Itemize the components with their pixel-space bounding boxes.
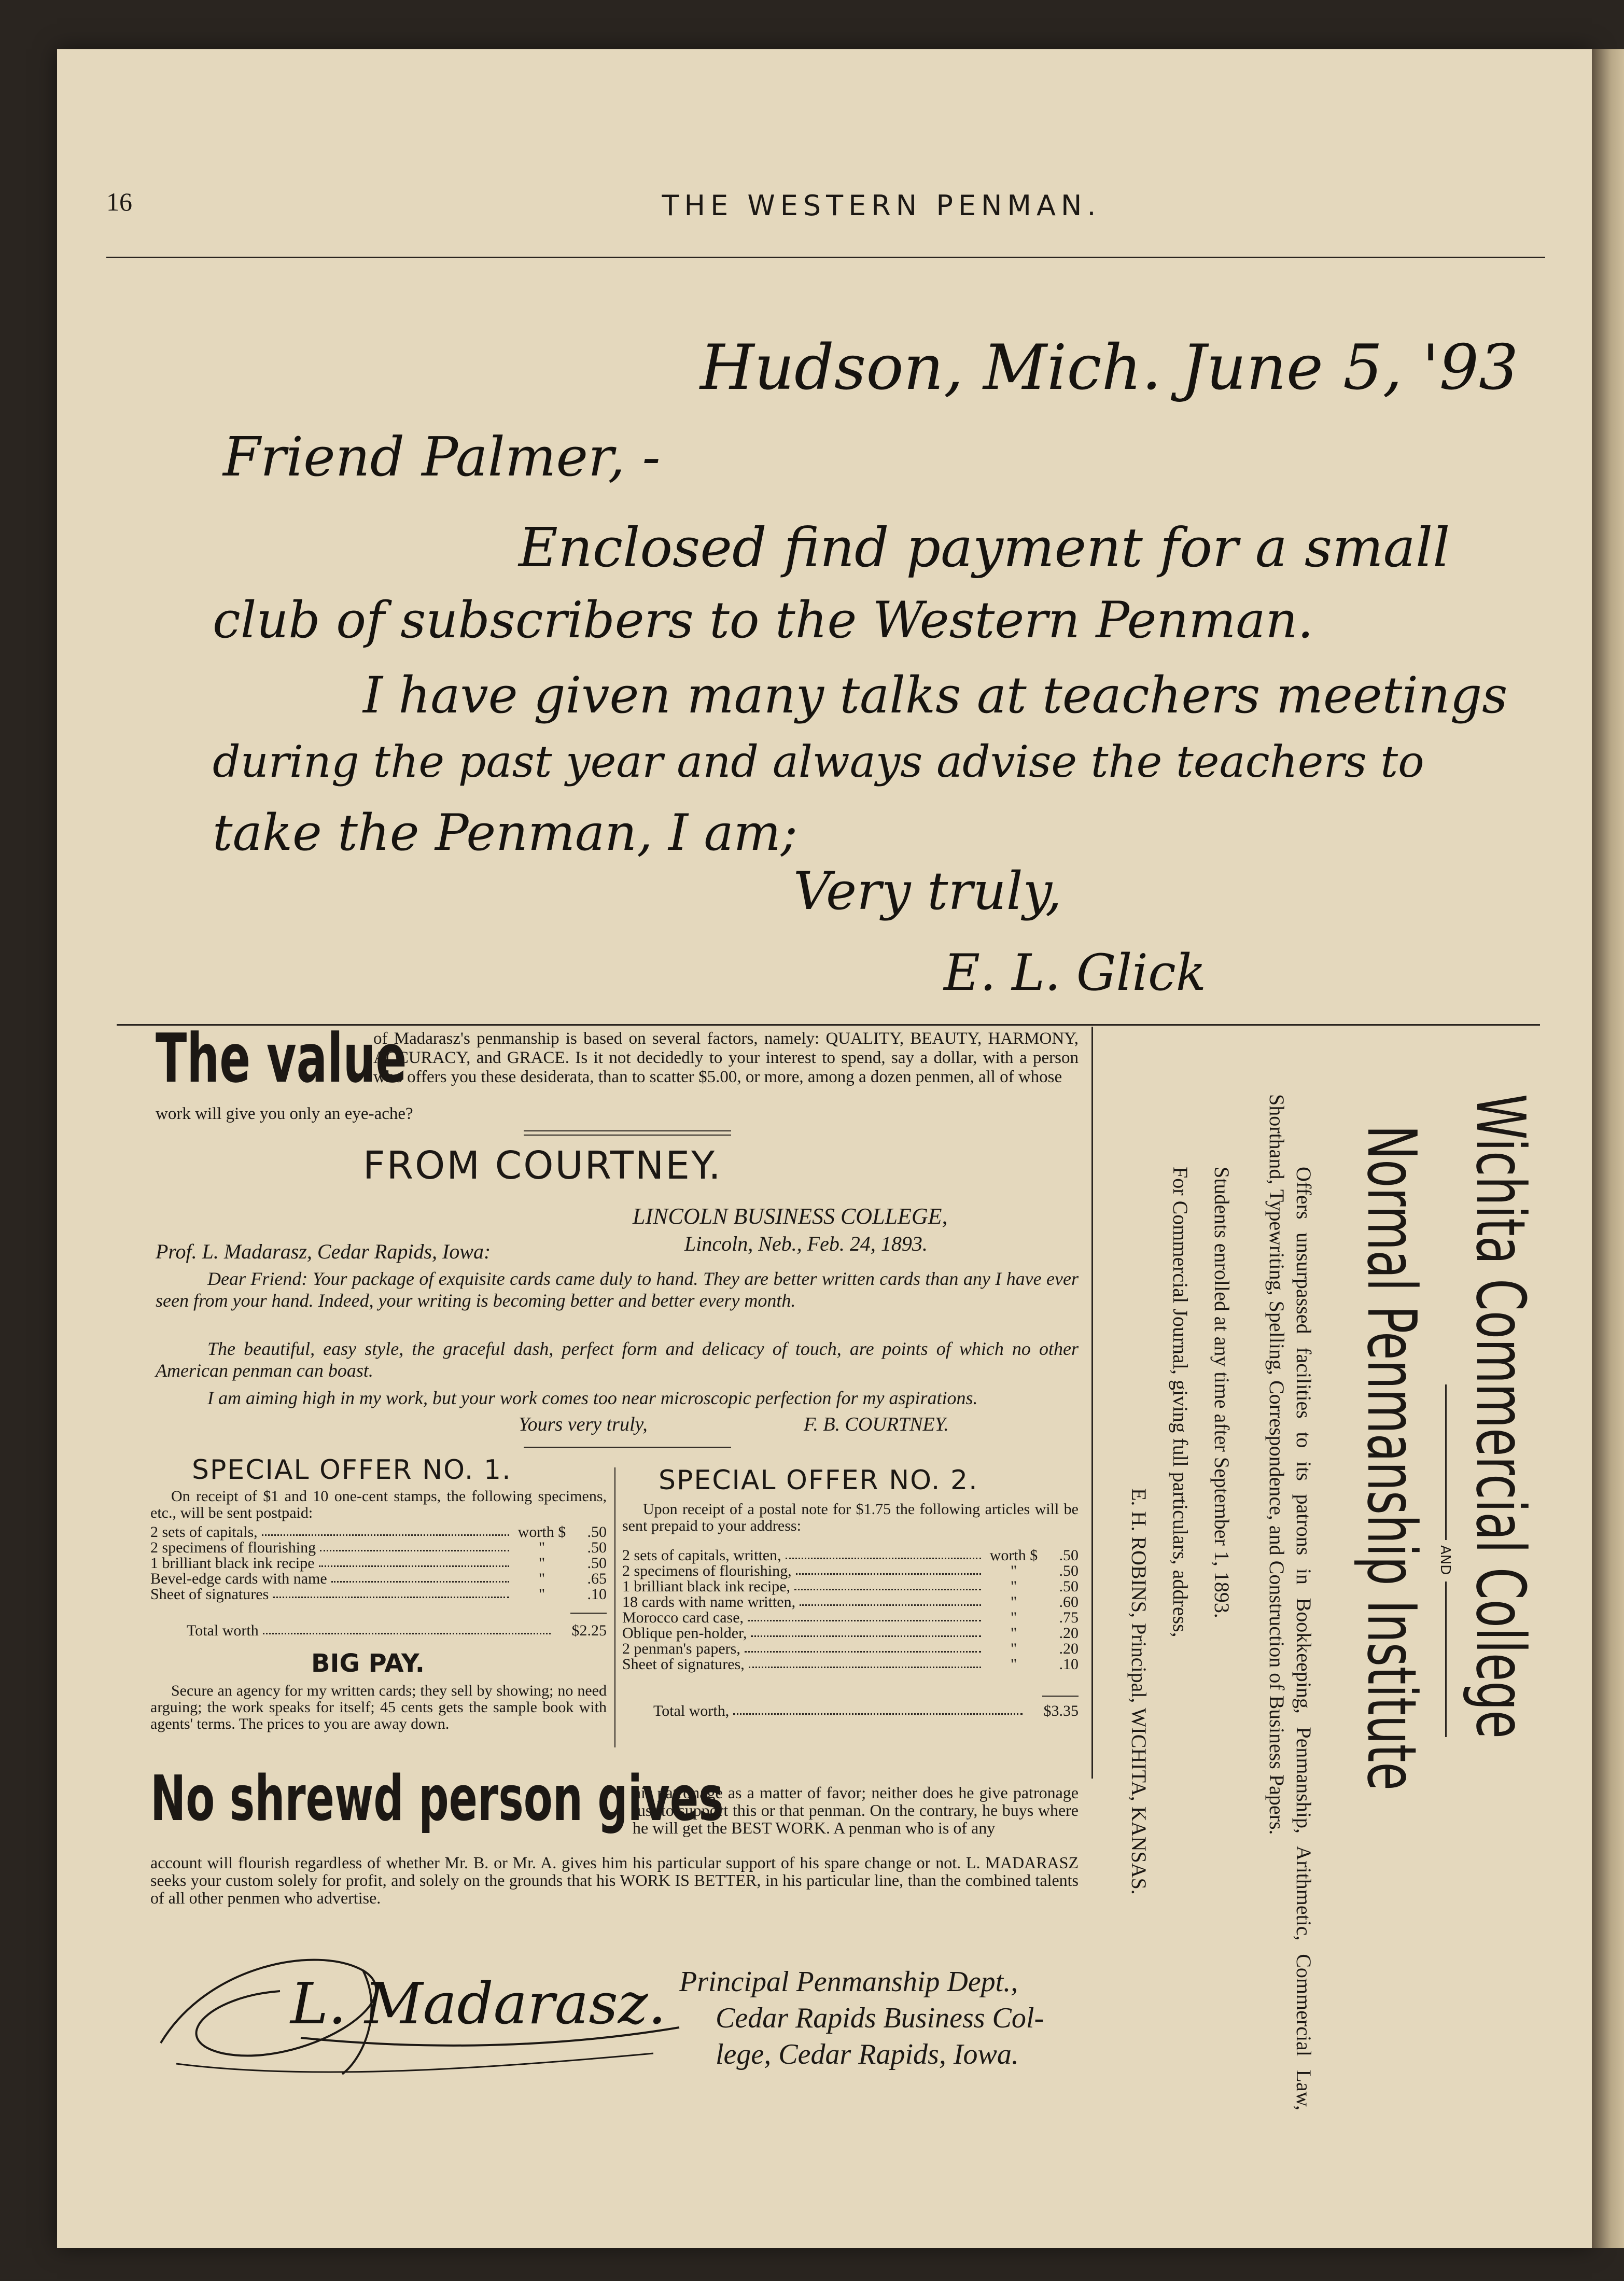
offer2-total-row (653, 1703, 1079, 1719)
letter-line: take the Penman, I am; (213, 804, 798, 862)
courtney-closing: Yours very truly, (519, 1414, 648, 1435)
letter-closing: Very truly, (793, 861, 1062, 921)
offer-divider (614, 1467, 615, 1747)
offer1-total-row (187, 1623, 607, 1639)
offer1-item: 2 sets of capitals, worth $ .50 (150, 1523, 607, 1541)
offer2-item: 2 sets of capitals, written, worth $ .50 (622, 1547, 1079, 1564)
offer2-item: Sheet of signatures, " .10 (622, 1656, 1079, 1673)
wichita-principal: E. H. ROBINS, Principal, WICHITA, KANSAS. (1127, 1488, 1151, 1895)
offer2-item: 18 cards with name written, " .60 (622, 1593, 1079, 1611)
courtney-place-date: Lincoln, Neb., Feb. 24, 1893. (684, 1232, 928, 1255)
courtney-signature: F. B. COURTNEY. (804, 1414, 949, 1435)
offer1-item: 2 specimens of flourishing " .50 (150, 1539, 607, 1556)
madarasz-signature: L. Madarasz. (290, 1970, 666, 2037)
value-headline: The value (156, 1019, 407, 1098)
courtney-addressee: Prof. L. Madarasz, Cedar Rapids, Iowa: (156, 1240, 491, 1263)
institute-name: Normal Penmanship Institute (1352, 1125, 1431, 1790)
letter-line: club of subscribers to the Western Penman. (213, 591, 1313, 649)
letter-date-line: Hudson, Mich. June 5, '93 (700, 332, 1519, 404)
and-label: AND (1437, 1545, 1453, 1575)
offer1-title: SPECIAL OFFER NO. 1. (192, 1454, 512, 1486)
courtney-paragraph: Dear Friend: Your package of exquisite cards came duly to hand. They are better written cards than any I have ever seen from your hand. Indeed, your writing is becoming better and better every month. (156, 1268, 1079, 1311)
offer1-total: $2.25 (571, 1622, 607, 1639)
wichita-body: Offers unsurpassed facilities to its patrons in Bookkeeping, Penmanship, Arithmetic, Commercial Law, Shorthand, Typewriting, Spelling, Correspondence, and Construction of Business Papers. (1265, 1094, 1315, 2110)
offer2-title: SPECIAL OFFER NO. 2. (659, 1465, 978, 1496)
shrewd-body-cont: account will flourish regardless of whether Mr. B. or Mr. A. gives him his particular support of his spare change or not. L. MADARASZ seeks your custom solely for profit, and solely on the grounds that his WORK IS BETTER, in his particular line, than the combined talents of all other penmen who advertise. (150, 1853, 1079, 1907)
letter-line: during the past year and always advise the teachers to (213, 736, 1424, 787)
offer1-total-label: Total worth (187, 1622, 259, 1639)
offer2-item: 2 specimens of flourishing, " .50 (622, 1562, 1079, 1579)
page-number: 16 (106, 187, 132, 216)
wichita-ad (1016, 1094, 1540, 2147)
big-pay-title: BIG PAY. (311, 1649, 425, 1678)
letter-line: I have given many talks at teachers meetings (363, 666, 1508, 724)
offer2-total-label: Total worth, (653, 1702, 730, 1719)
offer2-intro: Upon receipt of a postal note for $1.75 the following articles will be sent prepaid to your address: (622, 1501, 1079, 1534)
shrewd-body: his patronage as a matter of favor; neither does he give patronage just to support this or that penman. On the contrary, he buys where he will get the BEST WORK. A penman who is of any (633, 1783, 1079, 1837)
madarasz-title-line: Cedar Rapids Business Col- (716, 2002, 1044, 2034)
wichita-enrollment: Students enrolled at any time after September 1, 1893. (1210, 1167, 1234, 1618)
letter-signature: E. L. Glick (944, 944, 1206, 1002)
wichita-journal: For Commercial Journal, giving full particulars, address, (1169, 1167, 1192, 1638)
and-rule-right (1445, 1582, 1447, 1737)
offer2-item: Morocco card case, " .75 (622, 1609, 1079, 1626)
madarasz-title-line: lege, Cedar Rapids, Iowa. (716, 2038, 1019, 2070)
offer1-item: Bevel-edge cards with name " .65 (150, 1570, 607, 1587)
running-title: THE WESTERN PENMAN. (662, 189, 1101, 222)
page-edge (1592, 49, 1624, 2248)
offer1-item: 1 brilliant black ink recipe " .50 (150, 1555, 607, 1572)
value-body: of Madarasz's penmanship is based on several factors, namely: QUALITY, BEAUTY, HARMONY, ACCURACY, and GRACE. Is it not decidedly to your interest to spend, say a dollar, with a person who offers you these desiderata, than to scatter $5.00, or more, among a dozen penmen, all of whose (373, 1029, 1079, 1086)
wichita-name: Wichita Commercial College (1461, 1094, 1540, 1739)
offer1-item: Sheet of signatures " .10 (150, 1586, 607, 1603)
courtney-heading: FROM COURTNEY. (363, 1143, 722, 1188)
offer2-list (622, 1548, 1079, 1672)
offer1-list (150, 1524, 607, 1602)
total-rule (570, 1613, 607, 1614)
double-rule (524, 1130, 731, 1131)
offer2-item: 1 brilliant black ink recipe, " .50 (622, 1578, 1079, 1595)
value-body-cont: work will give you only an eye-ache? (156, 1104, 413, 1123)
courtney-paragraph: I am aiming high in my work, but your work comes too near microscopic perfection for my aspirations. (207, 1388, 978, 1408)
header-rule (106, 257, 1545, 258)
shrewd-headline: No shrewd person gives (150, 1763, 724, 1835)
and-rule-left (1445, 1384, 1447, 1540)
letter-line: Enclosed find payment for a small (519, 516, 1450, 579)
courtney-paragraph: The beautiful, easy style, the graceful dash, perfect form and delicacy of touch, are points of which no other American penman can boast. (156, 1338, 1079, 1381)
big-pay-text: Secure an agency for my written cards; they sell by showing; no need arguing; the work speaks for itself; 45 cents gets the sample book with agents' terms. The prices to you are away down. (150, 1682, 607, 1732)
courtney-org: LINCOLN BUSINESS COLLEGE, (633, 1204, 948, 1229)
offer2-item: 2 penman's papers, " .20 (622, 1640, 1079, 1657)
offer2-item: Oblique pen-holder, " .20 (622, 1625, 1079, 1642)
letter-salutation: Friend Palmer, - (223, 425, 661, 488)
offer1-intro: On receipt of $1 and 10 one-cent stamps, the following specimens, etc., will be sent postpaid: (150, 1488, 607, 1521)
double-rule (524, 1135, 731, 1136)
madarasz-title-line: Principal Penmanship Dept., (679, 1966, 1018, 1998)
section-rule (524, 1447, 731, 1448)
offer2-total: $3.35 (1043, 1702, 1079, 1719)
